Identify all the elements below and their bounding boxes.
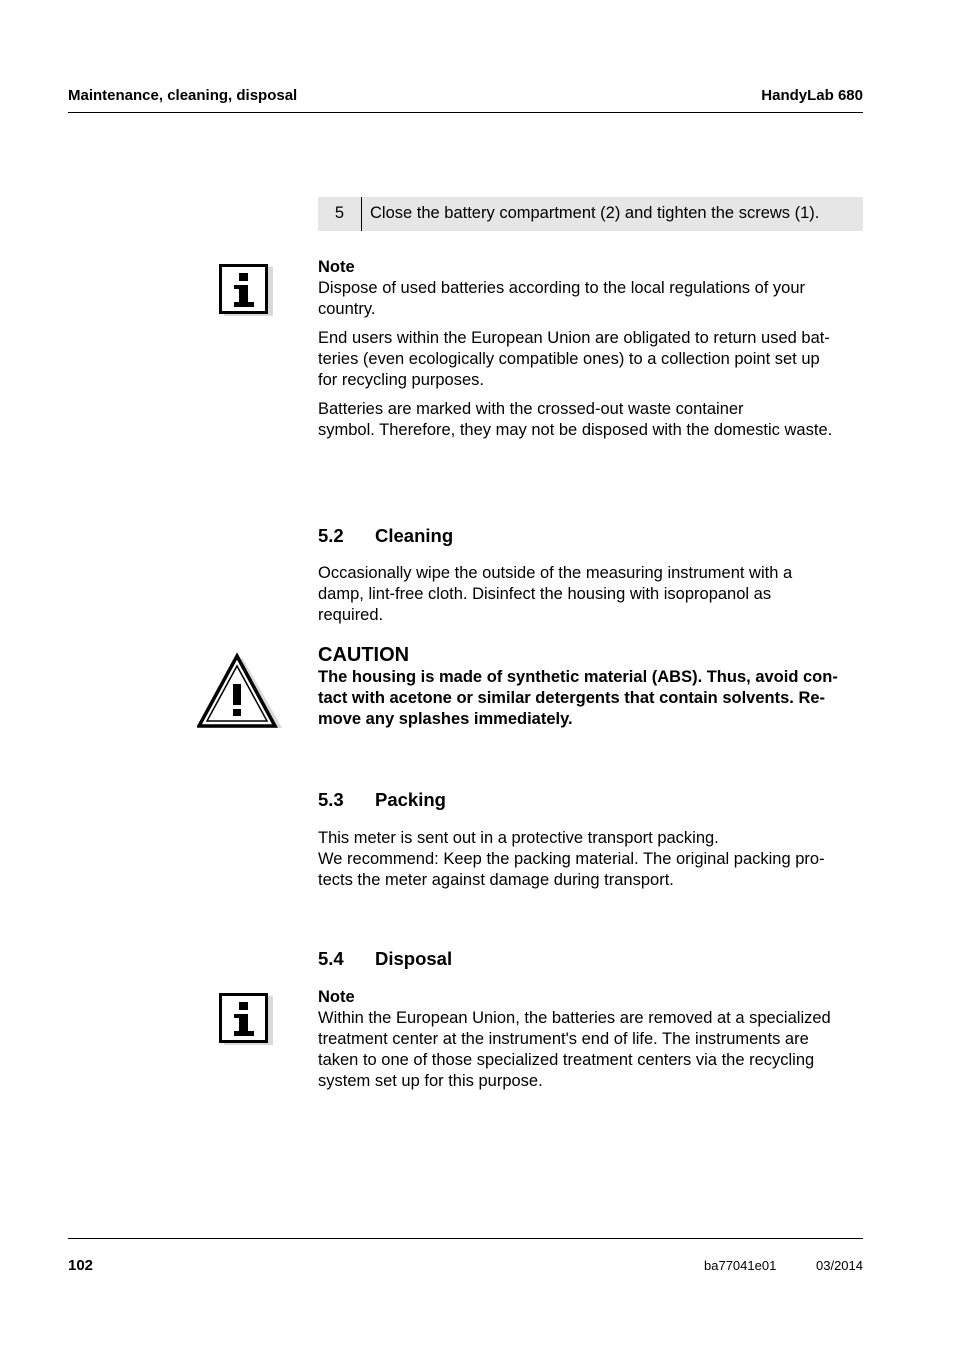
note-1 bbox=[318, 257, 866, 441]
document-date: 03/2014 bbox=[816, 1258, 863, 1273]
note-2-title: Note bbox=[318, 988, 355, 1006]
note-1-p3-line: Batteries are marked with the crossed-out waste container bbox=[318, 400, 744, 418]
step-text: Close the battery compartment (2) and tighten the screws (1). bbox=[370, 204, 820, 222]
note-1-line: country. bbox=[318, 300, 376, 318]
packing-line: We recommend: Keep the packing material. The original packing pro- bbox=[318, 850, 825, 868]
packing-text bbox=[318, 828, 866, 891]
info-icon bbox=[219, 264, 273, 318]
section-heading-packing bbox=[318, 789, 446, 811]
warning-triangle-icon bbox=[197, 652, 285, 732]
section-number: 5.3 bbox=[318, 789, 344, 810]
section-number: 5.4 bbox=[318, 948, 344, 969]
step-separator bbox=[361, 197, 362, 231]
note-2-line: Within the European Union, the batteries are removed at a specialized bbox=[318, 1009, 831, 1027]
note-1-p2-line: End users within the European Union are obligated to return used bat- bbox=[318, 329, 830, 347]
section-title: Cleaning bbox=[375, 525, 454, 546]
note-1-p3-line: symbol. Therefore, they may not be disposed with the domestic waste. bbox=[318, 421, 833, 439]
header-section-title: Maintenance, cleaning, disposal bbox=[68, 87, 298, 104]
caution-title: CAUTION bbox=[318, 644, 410, 666]
header-product-name: HandyLab 680 bbox=[761, 87, 863, 104]
cleaning-line: required. bbox=[318, 606, 384, 624]
note-1-p2-line: teries (even ecologically compatible ones) to a collection point set up bbox=[318, 350, 820, 368]
note-2 bbox=[318, 987, 866, 1092]
section-heading-disposal bbox=[318, 948, 452, 970]
packing-line: tects the meter against damage during transport. bbox=[318, 871, 674, 889]
step-row bbox=[318, 197, 863, 231]
section-title: Packing bbox=[375, 789, 446, 810]
cleaning-line: Occasionally wipe the outside of the measuring instrument with a bbox=[318, 564, 793, 582]
note-1-title: Note bbox=[318, 258, 355, 276]
note-1-line: Dispose of used batteries according to the local regulations of your bbox=[318, 279, 806, 297]
note-2-line: taken to one of those specialized treatment centers via the recycling bbox=[318, 1051, 815, 1069]
section-heading-cleaning bbox=[318, 525, 453, 547]
step-number: 5 bbox=[334, 204, 345, 222]
packing-line: This meter is sent out in a protective transport packing. bbox=[318, 829, 719, 847]
document-id: ba77041e01 bbox=[704, 1258, 777, 1273]
page-number: 102 bbox=[68, 1257, 94, 1274]
section-number: 5.2 bbox=[318, 525, 344, 546]
cleaning-text bbox=[318, 563, 866, 626]
info-icon bbox=[219, 993, 273, 1047]
footer-rule bbox=[68, 1238, 863, 1239]
section-title: Disposal bbox=[375, 948, 453, 969]
caution-line: tact with acetone or similar detergents that contain solvents. Re- bbox=[318, 689, 826, 707]
note-2-line: treatment center at the instrument's end of life. The instruments are bbox=[318, 1030, 809, 1048]
note-1-p2-line: for recycling purposes. bbox=[318, 371, 484, 389]
caution-block bbox=[318, 643, 870, 730]
caution-line: move any splashes immediately. bbox=[318, 710, 573, 728]
note-2-line: system set up for this purpose. bbox=[318, 1072, 543, 1090]
caution-line: The housing is made of synthetic material (ABS). Thus, avoid con- bbox=[318, 668, 838, 686]
cleaning-line: damp, lint-free cloth. Disinfect the housing with isopropanol as bbox=[318, 585, 772, 603]
header-rule bbox=[68, 112, 863, 113]
